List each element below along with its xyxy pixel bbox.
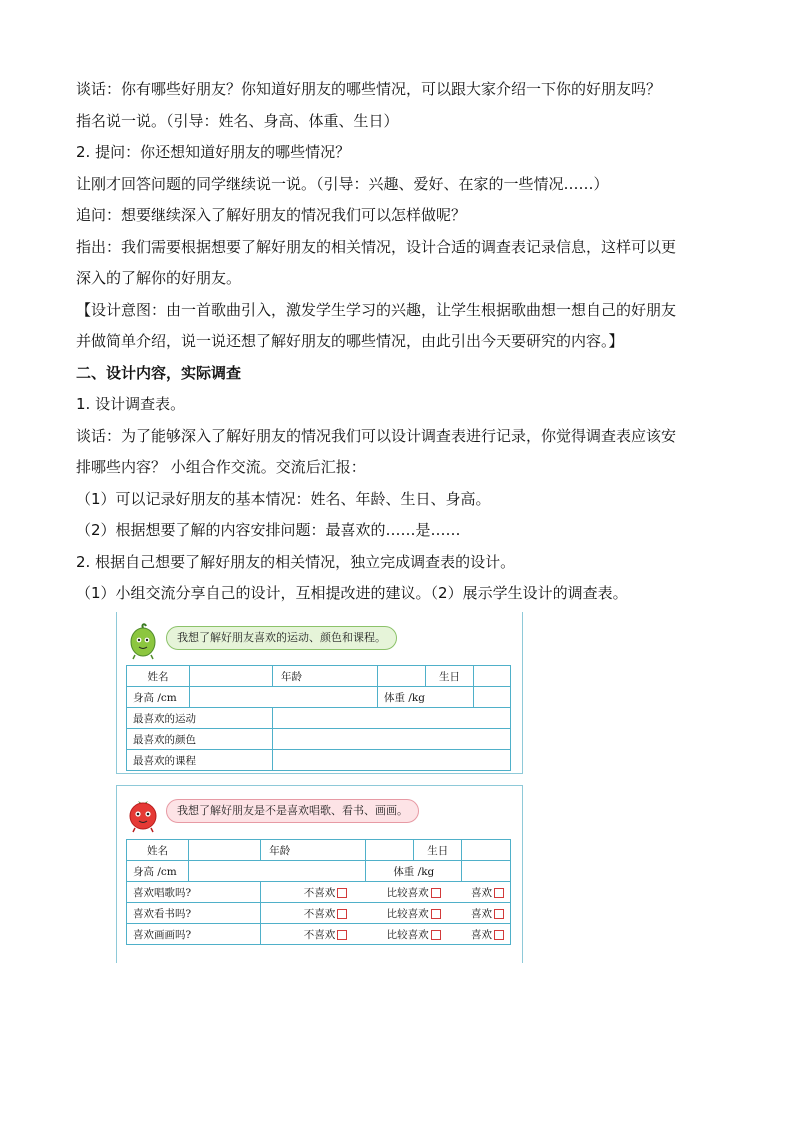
cell-blank <box>378 666 426 687</box>
label-height: 身高 /cm <box>127 861 189 882</box>
cell-blank <box>474 687 511 708</box>
survey-table-1 <box>126 665 511 771</box>
paragraph-1: 谈话：你有哪些好朋友？你知道好朋友的哪些情况，可以跟大家介绍一下你的好朋友吗？ <box>76 80 662 98</box>
option-dislike: 不喜欢 <box>303 907 336 920</box>
question-label: 喜欢唱歌吗? <box>127 882 261 903</box>
label-age: 年龄 <box>261 840 299 861</box>
table-row <box>127 687 511 708</box>
cell-blank <box>366 840 414 861</box>
label-name: 姓名 <box>127 666 190 687</box>
cell-blank <box>189 840 261 861</box>
paragraph-9: 并做简单介绍，说一说还想了解好朋友的哪些情况，由此引出今天要研究的内容。】 <box>76 332 624 350</box>
table-row <box>127 903 511 924</box>
label-weight: 体重 /kg <box>378 687 474 708</box>
option-like: 喜欢 <box>470 907 492 920</box>
checkbox-icon <box>431 909 441 919</box>
options-cell <box>261 903 511 924</box>
speech-bubble: 我想了解好朋友喜欢的运动、颜色和课程。 <box>166 626 397 650</box>
paragraph-8: 【设计意图：由一首歌曲引入，激发学生学习的兴趣，让学生根据歌曲想一想自己的好朋友 <box>76 301 677 319</box>
paragraph-12: 谈话：为了能够深入了解好朋友的情况我们可以设计调查表进行记录，你觉得调查表应该安 <box>76 427 677 445</box>
survey-figure-1 <box>116 612 523 774</box>
paragraph-14: （1）可以记录好朋友的基本情况：姓名、年龄、生日、身高。 <box>76 490 491 508</box>
speech-bubble: 我想了解好朋友是不是喜欢唱歌、看书、画画。 <box>166 799 419 823</box>
row-label: 最喜欢的颜色 <box>127 729 273 750</box>
paragraph-3: 2. 提问：你还想知道好朋友的哪些情况？ <box>76 143 351 161</box>
table-row <box>127 882 511 903</box>
question-label: 喜欢看书吗? <box>127 903 261 924</box>
cell-blank <box>273 729 511 750</box>
cell-blank <box>462 861 511 882</box>
checkbox-icon <box>431 888 441 898</box>
table-row <box>127 666 511 687</box>
survey-figure-2 <box>116 785 523 963</box>
survey-table-2 <box>126 839 511 945</box>
cell-blank <box>273 750 511 771</box>
label-birthday: 生日 <box>414 840 462 861</box>
label-name: 姓名 <box>127 840 189 861</box>
cell-blank <box>462 840 511 861</box>
table-row <box>127 708 511 729</box>
checkbox-icon <box>337 930 347 940</box>
paragraph-16: 2. 根据自己想要了解好朋友的相关情况，独立完成调查表的设计。 <box>76 553 516 571</box>
paragraph-15: （2）根据想要了解的内容安排问题：最喜欢的……是…… <box>76 521 461 539</box>
checkbox-icon <box>431 930 441 940</box>
label-age: 年龄 <box>273 666 311 687</box>
label-weight: 体重 /kg <box>366 861 462 882</box>
paragraph-5: 追问：想要继续深入了解好朋友的情况我们可以怎样做呢？ <box>76 206 467 224</box>
option-dislike: 不喜欢 <box>303 928 336 941</box>
option-somewhat-like: 比较喜欢 <box>386 907 429 920</box>
cell-blank <box>273 708 511 729</box>
question-label: 喜欢画画吗? <box>127 924 261 945</box>
table-row <box>127 861 511 882</box>
cell-blank <box>190 687 378 708</box>
label-height: 身高 /cm <box>127 687 190 708</box>
checkbox-icon <box>494 930 504 940</box>
option-somewhat-like: 比较喜欢 <box>386 928 429 941</box>
table-row <box>127 924 511 945</box>
checkbox-icon <box>494 909 504 919</box>
cell-blank <box>310 666 378 687</box>
tomato-mascot-icon <box>126 795 160 833</box>
option-like: 喜欢 <box>470 886 492 899</box>
checkbox-icon <box>337 909 347 919</box>
option-somewhat-like: 比较喜欢 <box>386 886 429 899</box>
section-heading: 二、设计内容，实际调查 <box>76 364 242 382</box>
paragraph-17: （1）小组交流分享自己的设计，互相提改进的建议。（2）展示学生设计的调查表。 <box>76 584 628 602</box>
table-row <box>127 840 511 861</box>
row-label: 最喜欢的课程 <box>127 750 273 771</box>
table-row <box>127 750 511 771</box>
options-cell <box>261 882 511 903</box>
label-birthday: 生日 <box>426 666 474 687</box>
paragraph-11: 1. 设计调查表。 <box>76 395 186 413</box>
paragraph-6: 指出：我们需要根据想要了解好朋友的相关情况，设计合适的调查表记录信息，这样可以更 <box>76 238 677 256</box>
cell-blank <box>474 666 511 687</box>
paragraph-13: 排哪些内容？ 小组合作交流。交流后汇报： <box>76 458 366 476</box>
cell-blank <box>298 840 366 861</box>
cell-blank <box>190 666 273 687</box>
table-row <box>127 729 511 750</box>
row-label: 最喜欢的运动 <box>127 708 273 729</box>
options-cell <box>261 924 511 945</box>
checkbox-icon <box>494 888 504 898</box>
checkbox-icon <box>337 888 347 898</box>
cell-blank <box>189 861 366 882</box>
paragraph-7: 深入的了解你的好朋友。 <box>76 269 242 287</box>
paragraph-2: 指名说一说。（引导：姓名、身高、体重、生日） <box>76 112 399 130</box>
green-pepper-mascot-icon <box>126 622 160 660</box>
paragraph-4: 让刚才回答问题的同学继续说一说。（引导：兴趣、爱好、在家的一些情况……） <box>76 175 609 193</box>
option-like: 喜欢 <box>470 928 492 941</box>
option-dislike: 不喜欢 <box>303 886 336 899</box>
